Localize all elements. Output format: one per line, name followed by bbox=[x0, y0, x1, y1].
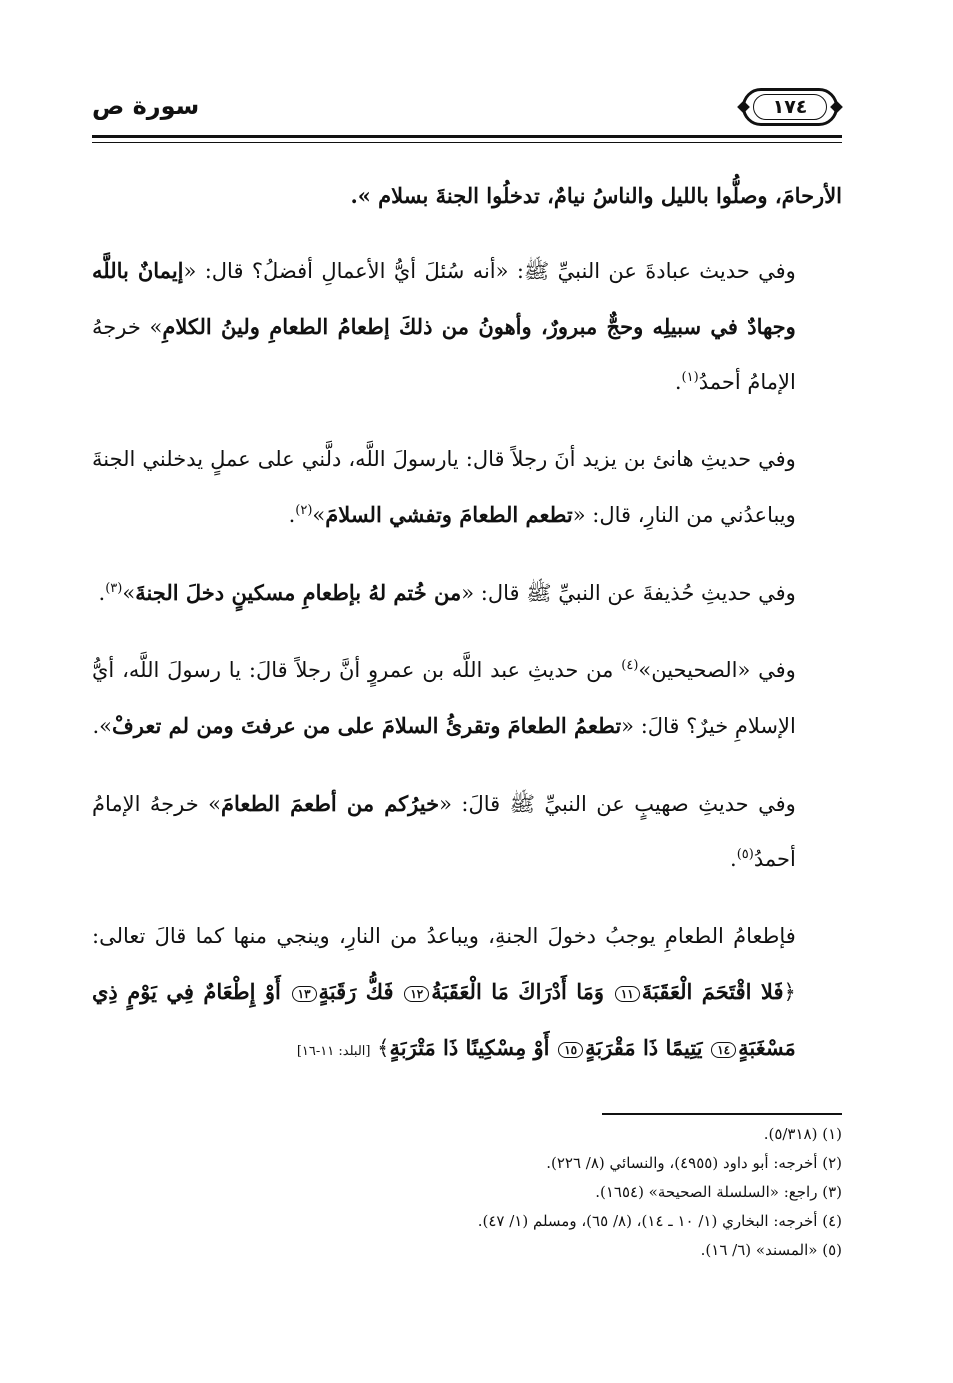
p6-tail: » خرجهُ الإمامُ أحمدُ bbox=[92, 792, 796, 871]
p5-text-1: وفي «الصحيحين» bbox=[638, 658, 796, 682]
footnote-ref-5[interactable]: (٥) bbox=[736, 847, 754, 862]
paragraph-4: وفي حديثِ حُذيفةَ عن النبيِّ ﷺ قال: «من خُتم لهُ بإطعامِ مسكينٍ دخلَ الجنةَ»$^{(٣)}$. bbox=[98, 580, 796, 605]
quran-verse-13: فَكُّ رَقَبَةٍ bbox=[318, 979, 394, 1004]
paragraph-6: وفي حديثِ صهيبٍ عن النبيِّ ﷺ قالَ: «خيرُكم من أطعمَ الطعامَ» خرجهُ الإمامُ أحمدُ$^{(٥)}$. bbox=[92, 791, 796, 871]
p3-hadith-text: تطعم الطعامَ وتفشي السلامَ bbox=[325, 502, 573, 527]
running-header-surah-title: سورة ص bbox=[92, 92, 200, 120]
p3-tail: » bbox=[312, 503, 326, 527]
p4-tail: » bbox=[122, 581, 136, 605]
p2-intro: وفي حديث عبادةَ عن النبيِّ ﷺ: «أنه سُئلَ أيُّ الأعمالِ أفضلُ؟ قال: « bbox=[183, 259, 796, 283]
paragraph-5 bbox=[92, 643, 842, 754]
page-number-frame bbox=[742, 88, 838, 126]
quran-reference: [البلد: ١١-١٦] bbox=[296, 1044, 371, 1059]
p4-hadith-text: من خُتم لهُ بإطعامِ مسكينٍ دخلَ الجنةَ bbox=[135, 580, 462, 605]
footnote-separator bbox=[602, 1113, 842, 1115]
p2-tail: » خرجهُ الإمامُ أحمدُ bbox=[92, 315, 796, 394]
quran-verse-15: يَتِيمًا ذَا مَقْرَبَةٍ bbox=[585, 1035, 703, 1060]
quran-verse-14: أَوْ إِطْعَامٌ فِي يَوْمٍ ذِي مَسْغَبَةٍ bbox=[92, 979, 796, 1060]
quran-verse-16: أَوْ مِسْكِينًا ذَا مَتْرَبَةٍ bbox=[389, 1035, 550, 1060]
header-rule-thick bbox=[92, 135, 842, 138]
footnote-2: (٢) أخرجه: أبو داود (٤٩٥٥)، والنسائي (٨/ ٢٢٦). bbox=[546, 1154, 842, 1172]
ayah-number-marker: ١١ bbox=[615, 986, 640, 1002]
footnote-5: (٥) «المسند» (٦/ ١٦). bbox=[700, 1241, 842, 1259]
main-text bbox=[92, 168, 842, 1101]
quran-close-bracket: ﴾ bbox=[377, 1036, 390, 1060]
footnote-4: (٤) أخرجه: البخاري (١/ ١٠ ـ ١٤)، (٨/ ٦٥)، ومسلم (١/ ٤٧). bbox=[477, 1212, 842, 1230]
ayah-number-marker: ١٣ bbox=[292, 986, 317, 1002]
p6-hadith-text: خيرُكم من أطعمَ الطعامَ bbox=[221, 791, 440, 816]
ayah-number-marker: ١٥ bbox=[558, 1042, 583, 1058]
page-number: ١٧٤ bbox=[753, 94, 827, 120]
footnote-ref-1[interactable]: (١) bbox=[681, 370, 699, 385]
p3-text: وفي حديثِ هانئ بن يزيد أنَ رجلاً قال: يارسولَ اللَّه، دلَّني على عملٍ يدخلني الجنةَ ويباعدُني من النارِ، قال: « bbox=[92, 447, 796, 527]
header-rule-thin bbox=[92, 142, 842, 143]
quran-verse-12: وَمَا أَدْرَاكَ مَا الْعَقَبَةُ bbox=[431, 979, 605, 1004]
footnote-3: (٣) راجع: «السلسلة الصحيحة» (١٦٥٤). bbox=[595, 1183, 842, 1201]
footnote-ref-3[interactable]: (٣) bbox=[105, 581, 123, 596]
p2-hadith-text: إيمانٌ باللَّه وجهادٌ في سبيلِه وحجٌّ مبرورٌ، وأهونُ من ذلكَ إطعامُ الطعامِ ولينُ الكلامِ bbox=[92, 258, 796, 339]
p4-text: وفي حديثِ حُذيفةَ عن النبيِّ ﷺ قال: « bbox=[461, 581, 796, 605]
quran-verse-11: فَلا اقْتَحَمَ الْعَقَبَةَ bbox=[641, 979, 784, 1004]
footnotes bbox=[92, 1120, 842, 1265]
paragraph-1: الأرحامَ، وصلُّوا بالليل والناسُ نيامٌ، تدخلُوا الجنةَ بسلام ». bbox=[350, 183, 842, 208]
paragraph-7 bbox=[92, 909, 842, 1079]
ayah-number-marker: ١٢ bbox=[404, 986, 429, 1002]
footnote-1: (١) (٥/٣١٨). bbox=[763, 1125, 842, 1143]
footnote-ref-4[interactable]: (٤) bbox=[621, 658, 639, 673]
paragraph-3: وفي حديثِ هانئ بن يزيد أنَ رجلاً قال: يارسولَ اللَّه، دلَّني على عملٍ يدخلني الجنةَ ويباعدُني من النارِ، قال: «تطعم الطعامَ وتفشي السلامَ»$^{(٢)}$. bbox=[92, 447, 796, 527]
paragraph-2: وفي حديث عبادةَ عن النبيِّ ﷺ: «أنه سُئلَ أيُّ الأعمالِ أفضلُ؟ قال: «إيمانٌ باللَّه وجهادٌ في سبيلِه وحجٌّ مبرورٌ، وأهونُ من ذلكَ إطعامُ الطعامِ ولينُ الكلامِ» خرجهُ الإمامُ أحمدُ$^{(١)}$. bbox=[92, 258, 796, 394]
p7-text: فإطعامُ الطعامِ يوجبُ دخولَ الجنةِ، ويباعدُ من النارِ، وينجي منها كما قالَ تعالى: ﴿ bbox=[92, 924, 796, 1004]
p6-text: وفي حديثِ صهيبٍ عن النبيِّ ﷺ قالَ: « bbox=[439, 792, 796, 816]
p5-tail: ». bbox=[92, 714, 112, 738]
p5-text-2: من حديثِ عبد اللَّه بن عمروٍ أنَّ رجلاً قالَ: يا رسولَ اللَّه، أيُّ الإسلامِ خيرٌ؟ قالَ: « bbox=[92, 658, 796, 738]
ayah-number-marker: ١٤ bbox=[711, 1042, 736, 1058]
footnote-ref-2[interactable]: (٢) bbox=[295, 503, 313, 518]
p5-hadith-text: تطعمُ الطعامَ وتقرئُ السلامَ على من عرفتَ ومن لم تعرفْ bbox=[111, 713, 622, 738]
